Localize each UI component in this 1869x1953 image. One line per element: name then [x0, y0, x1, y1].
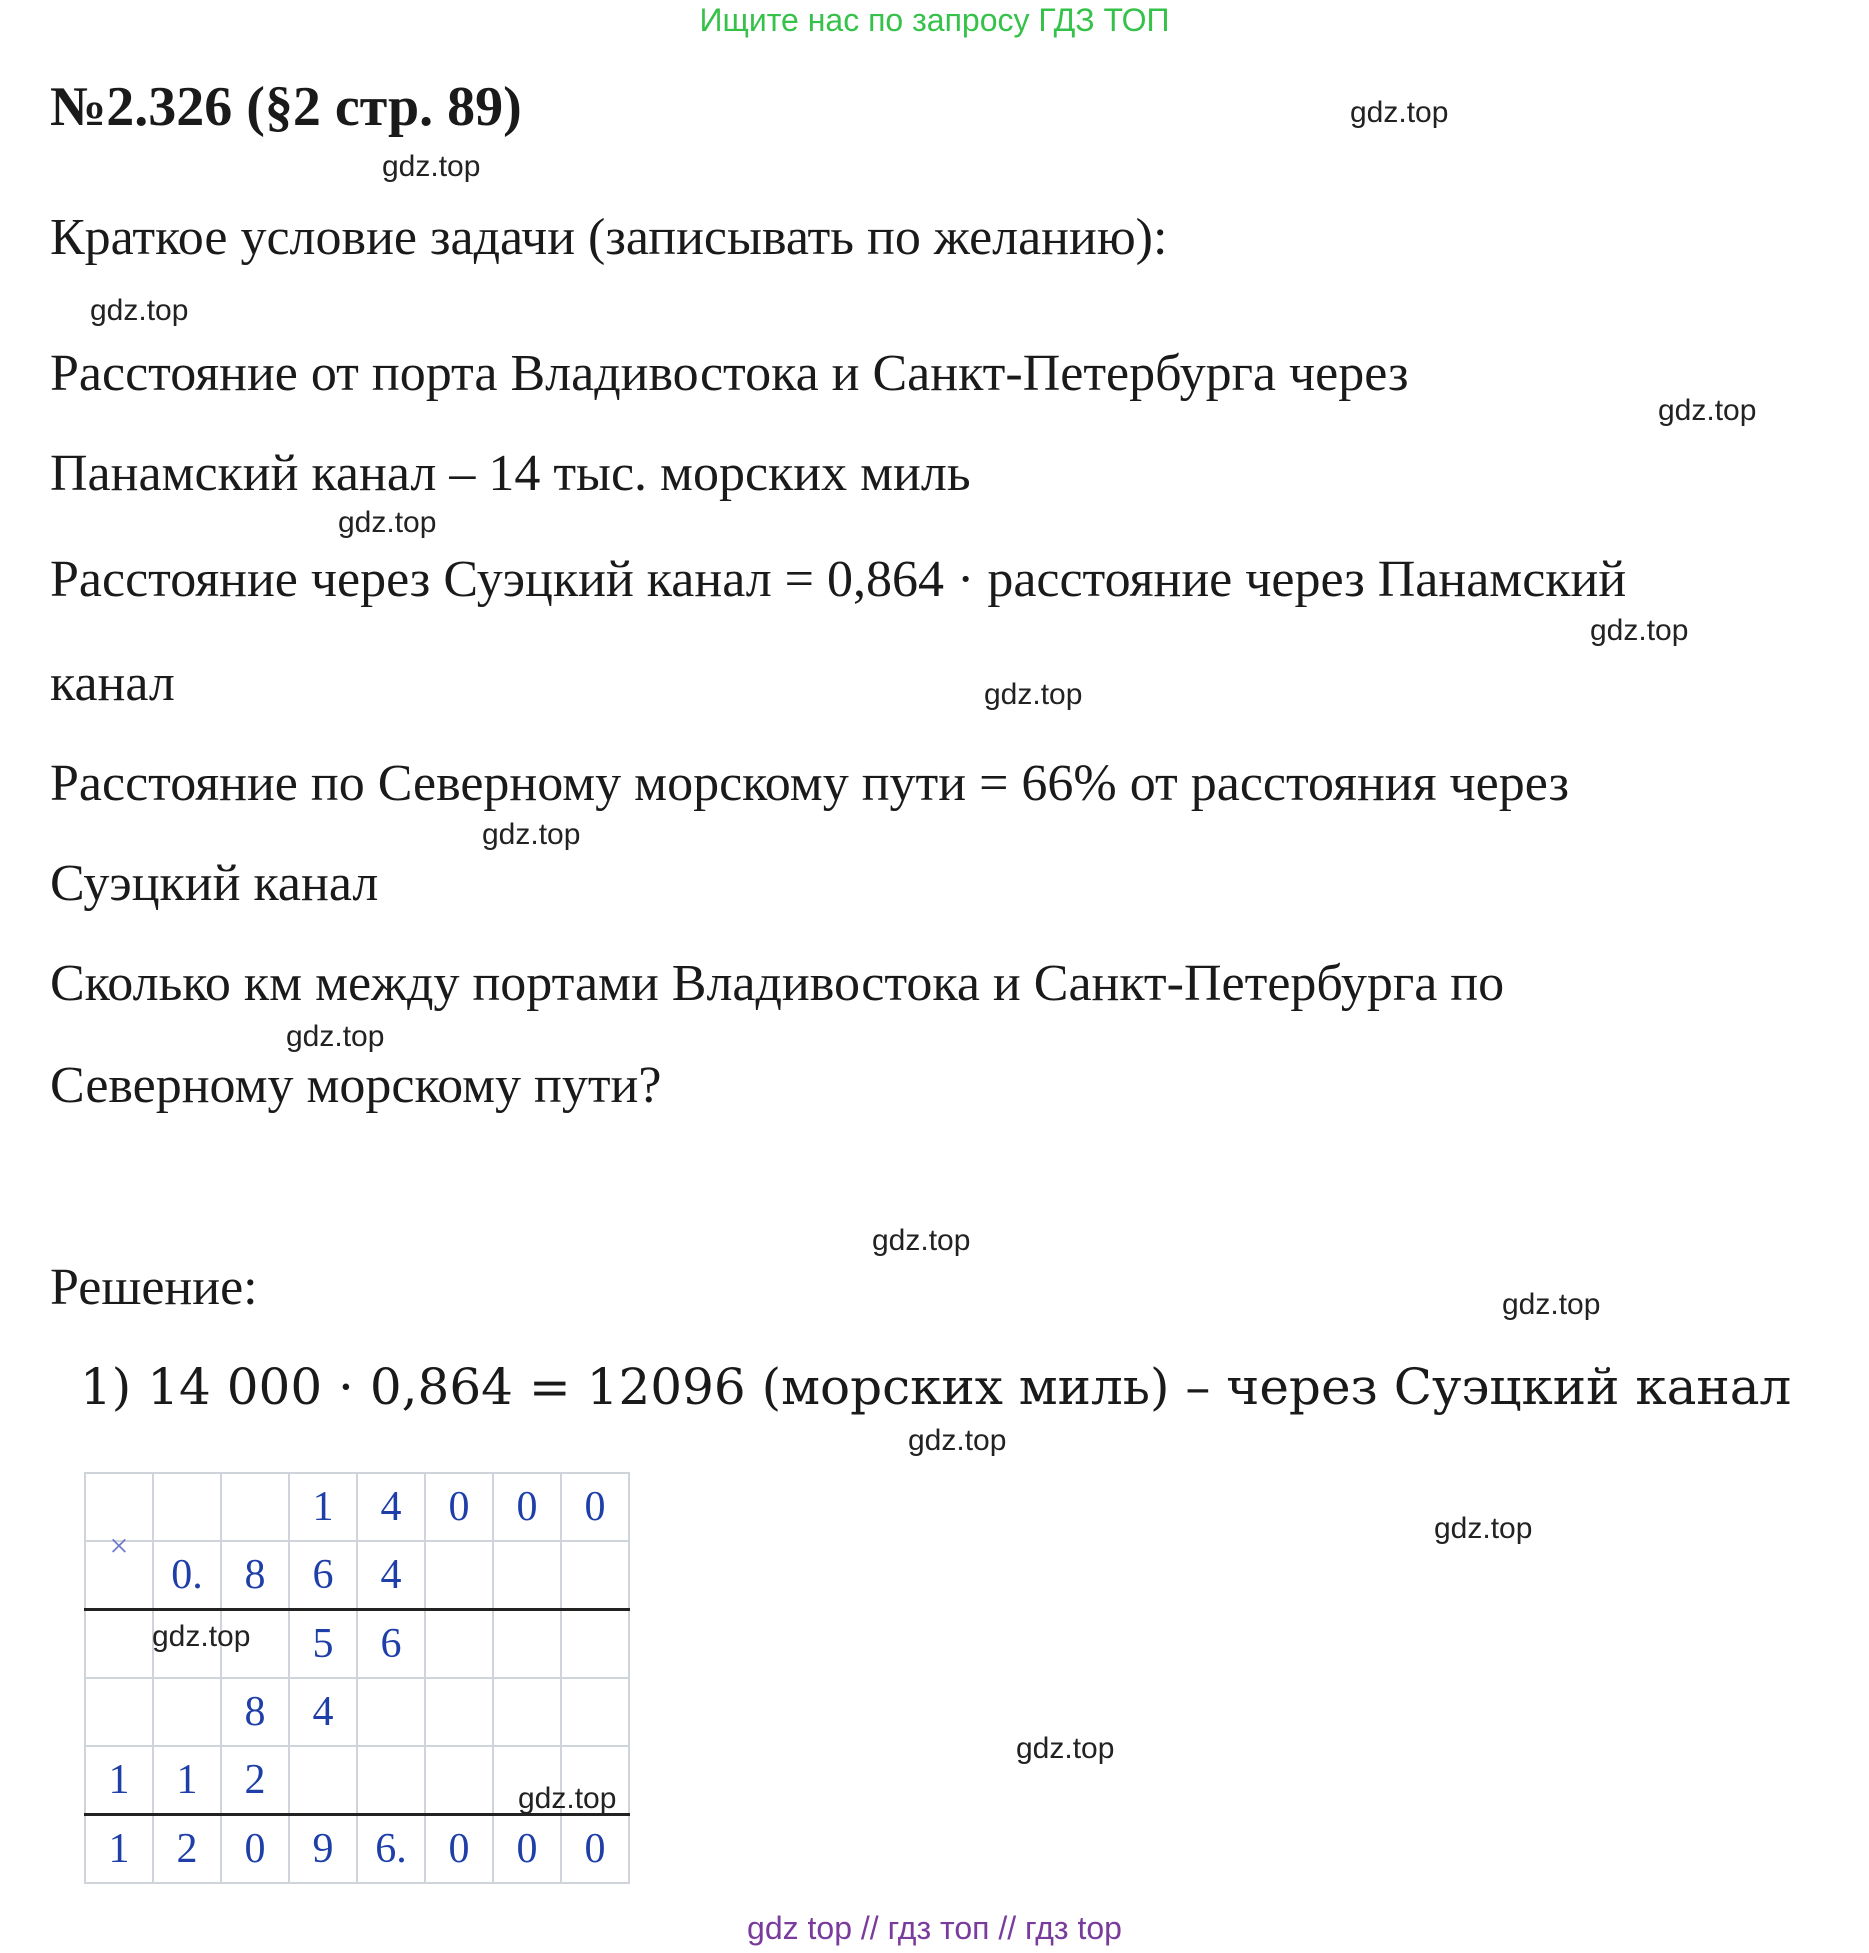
calc-cell: 0 [561, 1473, 629, 1541]
calc-cell [221, 1473, 289, 1541]
calc-cell [85, 1678, 153, 1746]
watermark: gdz.top [1502, 1288, 1601, 1321]
calc-cell: 1 [85, 1815, 153, 1884]
calc-row [85, 1541, 629, 1610]
calc-cell [425, 1541, 493, 1610]
calc-cell [425, 1610, 493, 1679]
calc-cell: 8 [221, 1541, 289, 1610]
calc-cell [357, 1746, 425, 1815]
condition-heading: Краткое условие задачи (записывать по желанию): [50, 209, 1168, 266]
calc-cell: 0 [561, 1815, 629, 1884]
watermark: gdz.top [984, 678, 1083, 711]
calc-cell: 8 [221, 1678, 289, 1746]
calc-row [85, 1473, 629, 1541]
watermark: gdz.top [482, 818, 581, 851]
multiplication-grid [84, 1472, 630, 1884]
question-line: Северному морскому пути? [50, 1057, 662, 1114]
watermark: gdz.top [1016, 1732, 1115, 1765]
watermark: gdz.top [872, 1224, 971, 1257]
calc-cell: 0 [221, 1815, 289, 1884]
calc-cell [357, 1678, 425, 1746]
calc-cell: 4 [357, 1473, 425, 1541]
calc-cell: 1 [85, 1746, 153, 1815]
calc-cell: 0 [493, 1473, 561, 1541]
condition-line: Расстояние от порта Владивостока и Санкт-Петербурга через [50, 345, 1409, 402]
watermark: gdz.top [338, 506, 437, 539]
watermark: gdz.top [518, 1782, 617, 1815]
calc-cell: 6. [357, 1815, 425, 1884]
watermark: gdz.top [908, 1424, 1007, 1457]
calc-cell: 4 [357, 1541, 425, 1610]
solution-step-1: 1) 14 000 · 0,864 = 12096 (морских миль) – через Суэцкий канал [80, 1358, 1792, 1416]
calc-cell: 4 [289, 1678, 357, 1746]
multiply-sign: × [85, 1513, 153, 1582]
question-line: Сколько км между портами Владивостока и Санкт-Петербурга по [50, 955, 1505, 1012]
footer-links: gdz top // гдз топ // гдз top [747, 1910, 1122, 1946]
calc-cell: 0 [425, 1815, 493, 1884]
solution-heading: Решение: [50, 1259, 258, 1316]
watermark: gdz.top [1434, 1512, 1533, 1545]
calc-cell [493, 1678, 561, 1746]
calc-cell: 9 [289, 1815, 357, 1884]
calc-cell: 0 [425, 1473, 493, 1541]
calc-cell: 0. [153, 1541, 221, 1610]
calc-cell [289, 1746, 357, 1815]
problem-title: №2.326 (§2 стр. 89) [50, 76, 522, 138]
calc-cell [85, 1610, 153, 1679]
calc-cell [561, 1610, 629, 1679]
condition-line: Суэцкий канал [50, 855, 379, 912]
condition-line: Расстояние по Северному морскому пути = 66% от расстояния через [50, 755, 1570, 812]
condition-line: Панамский канал – 14 тыс. морских миль [50, 445, 971, 502]
watermark: gdz.top [1350, 96, 1449, 129]
calc-cell [493, 1610, 561, 1679]
calc-cell [561, 1678, 629, 1746]
calc-row [85, 1815, 629, 1884]
watermark: gdz.top [382, 150, 481, 183]
calc-cell: 1 [289, 1473, 357, 1541]
calc-cell: 1 [153, 1746, 221, 1815]
calc-cell: 6 [357, 1610, 425, 1679]
calc-cell [561, 1541, 629, 1610]
calc-cell [153, 1678, 221, 1746]
condition-line: канал [50, 655, 175, 712]
calc-row [85, 1678, 629, 1746]
watermark: gdz.top [1658, 394, 1757, 427]
watermark: gdz.top [286, 1020, 385, 1053]
calc-cell: 2 [153, 1815, 221, 1884]
condition-line: Расстояние через Суэцкий канал = 0,864 · расстояние через Панамский [50, 551, 1627, 608]
calc-cell [425, 1678, 493, 1746]
search-banner: Ищите нас по запросу ГДЗ ТОП [699, 2, 1170, 38]
calc-cell [425, 1746, 493, 1815]
calc-cell [153, 1473, 221, 1541]
calc-cell: 2 [221, 1746, 289, 1815]
watermark: gdz.top [90, 294, 189, 327]
calc-cell [493, 1541, 561, 1610]
calc-cell: 6 [289, 1541, 357, 1610]
watermark: gdz.top [1590, 614, 1689, 647]
calc-cell: 5 [289, 1610, 357, 1679]
calc-cell: 0 [493, 1815, 561, 1884]
watermark: gdz.top [152, 1620, 251, 1653]
